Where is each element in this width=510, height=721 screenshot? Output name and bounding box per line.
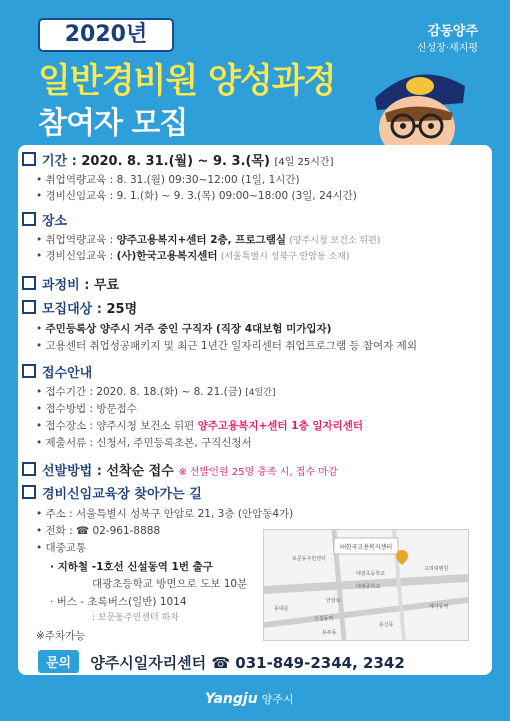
period-note: [4일 25시간] (274, 157, 334, 168)
fee-value: 무료 (93, 278, 120, 293)
checkbox-icon (22, 276, 36, 290)
directions-subway-detail: 대광초등학교 방면으로 도보 10분 (92, 578, 248, 590)
section-selection: 선발방법 : 선착순 접수 ※ 선발인원 25명 충족 시, 접수 마감 (22, 460, 338, 479)
map-label: 고려대병원 (424, 566, 449, 572)
checkbox-icon (22, 212, 36, 226)
section-target: 모집대상 : 25명 (22, 298, 137, 317)
directions-subway: · 지하철 -1호선 신설동역 1번 출구 (50, 561, 213, 573)
yangju-logo: Yangju 양주시 (205, 691, 294, 707)
map-label: 동대문 (274, 606, 289, 612)
apply-period: • 접수기간 : 2020. 8. 18.(화) ~ 8. 21.(금) [4일간] (36, 386, 276, 398)
target-item: • 주민등록상 양주시 거주 중인 구직자 (직장 4대보험 미가입자) (36, 323, 332, 335)
map-label: 신설동역 (314, 616, 334, 622)
map-label: 대광초등학교 (356, 571, 385, 577)
checkbox-icon (22, 300, 36, 314)
section-fee: 과정비 : 무료 (22, 274, 119, 293)
selection-note: ※ 선발인원 25명 충족 시, 접수 마감 (178, 467, 338, 478)
period-value: 2020. 8. 31.(월) ~ 9. 3.(목) (81, 154, 270, 169)
year-badge: 2020년 (38, 18, 174, 52)
sub-title: 참여자 모집 (38, 106, 188, 141)
map-place-label: ㈔한국고용복지센터 (339, 544, 393, 551)
location-map (263, 529, 469, 641)
map-label: 안암로 (326, 598, 341, 604)
period-item: • 경비신임교육 : 9. 1.(화) ~ 9. 3.(목) 09:00~18:00 (3일, 24시간) (36, 190, 357, 202)
org-name: 감동양주 (427, 24, 478, 39)
org-logo (417, 20, 478, 54)
map-label: 용두동 (322, 630, 337, 636)
checkbox-icon (22, 364, 36, 378)
map-label: 보문동주민센터 (292, 556, 326, 562)
place-item: • 취업역량교육 : 양주고용복지+센터 2층, 프로그램실 (양주시청 보건소 뒤편) (36, 234, 381, 246)
directions-bus-detail: : 보문동주민센터 하차 (92, 613, 180, 623)
contact-bar (38, 650, 405, 673)
map-label: 용신동 (379, 622, 394, 628)
main-title: 일반경비원 양성과정 (38, 61, 336, 101)
section-period: 기간 : 2020. 8. 31.(월) ~ 9. 3.(목) [4일 25시간] (22, 150, 334, 169)
directions-transit: • 대중교통 (36, 542, 87, 554)
map-label: 제기동역 (429, 604, 449, 610)
directions-bus: · 버스 - 초록버스(일반) 1014 (50, 596, 187, 608)
contact-text: 양주시일자리센터 ☎ 031-849-2344, 2342 (90, 654, 405, 672)
place-label: 장소 (42, 214, 68, 229)
checkbox-icon (22, 485, 36, 499)
directions-parking: ※주차가능 (36, 630, 86, 642)
period-label: 기간 (42, 154, 68, 169)
checkbox-icon (22, 462, 36, 476)
map-label: 대광중학교 (356, 584, 381, 590)
contact-label: 문의 (38, 650, 79, 673)
apply-place: • 접수장소 : 양주시청 보건소 뒤편 양주고용복지+센터 1층 일자리센터 (36, 420, 364, 432)
place-item: • 경비신임교육 : (사)한국고용복지센터 (서울특별시 성북구 안암동 소재) (36, 250, 350, 262)
directions-phone: • 전화 : ☎ 02-961-8888 (36, 525, 161, 537)
directions-address: • 주소 : 서울특별시 성북구 안암로 21, 3층 (안암동4가) (36, 508, 294, 520)
org-slogan: 신성장·새지평 (416, 43, 478, 54)
section-directions: 경비신임교육장 찾아가는 길 (22, 483, 202, 502)
target-item: • 고용센터 취업성공패키지 및 최근 1년간 일자리센터 취업프로그램 등 참여자 제외 (36, 340, 417, 352)
selection-value: 선착순 접수 (106, 464, 174, 479)
checkbox-icon (22, 152, 36, 166)
apply-method: • 접수방법 : 방문접수 (36, 403, 137, 415)
target-value: 25명 (106, 302, 138, 317)
section-place (22, 210, 67, 229)
apply-docs: • 제출서류 : 신청서, 주민등록초본, 구직신청서 (36, 437, 252, 449)
period-item: • 취업역량교육 : 8. 31.(월) 09:30~12:00 (1일, 1시간) (36, 174, 300, 186)
section-apply: 접수안내 (22, 362, 92, 381)
